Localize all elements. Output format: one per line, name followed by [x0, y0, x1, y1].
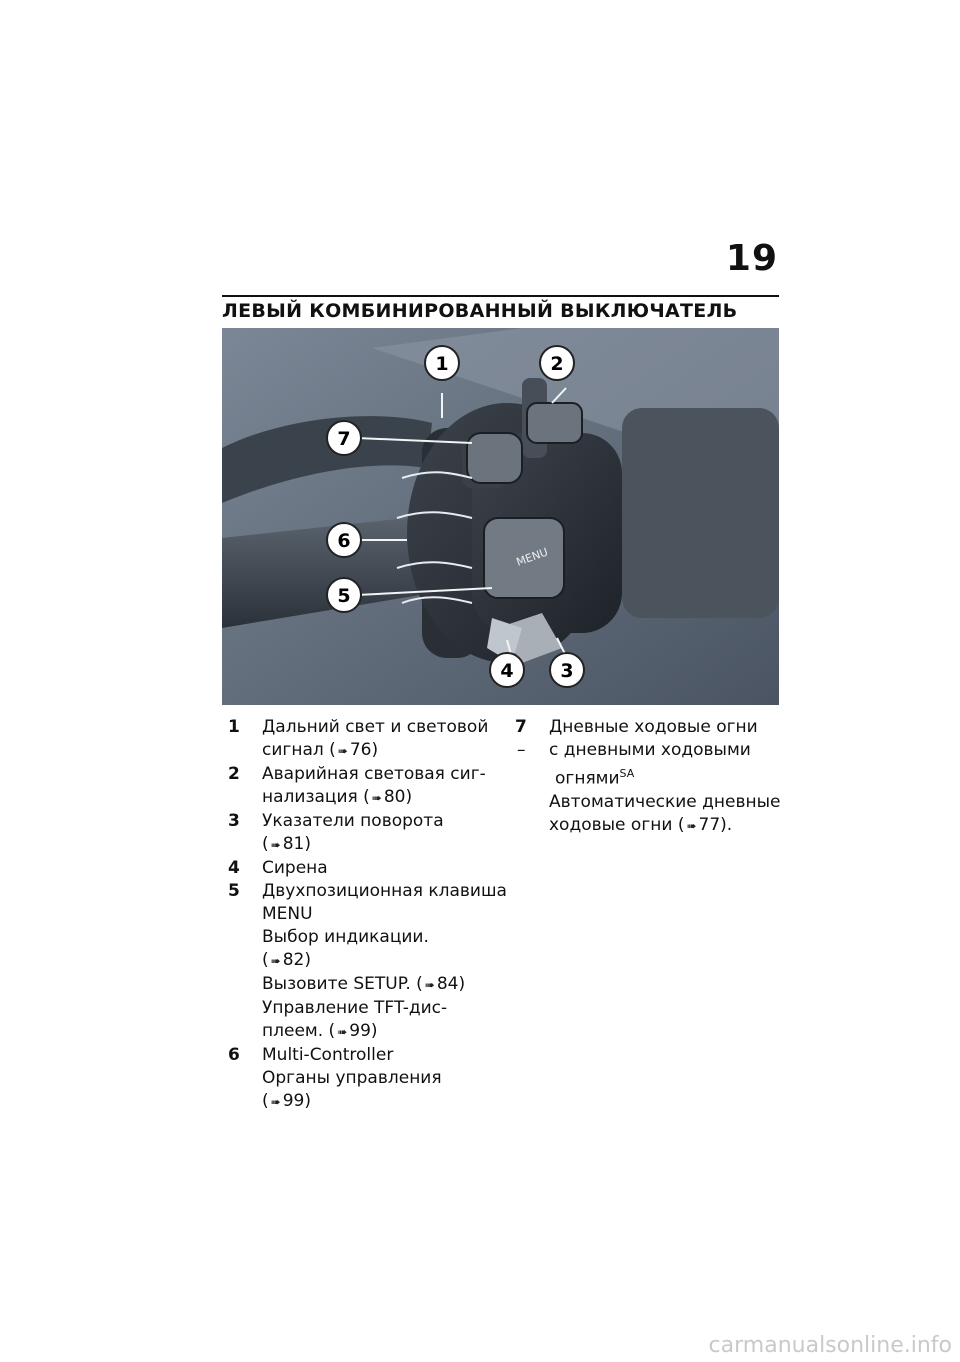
arrow-right-ref-icon: ➠: [424, 978, 435, 992]
callout-2: [540, 346, 574, 380]
legend-item-1: 1 Дальний свет и световой сигнал ( ➠ 76): [222, 716, 502, 763]
legend-left-column: [222, 716, 507, 1114]
arrow-right-ref-icon: ➠: [371, 791, 382, 805]
callout-3: [550, 653, 584, 687]
callout-5: [327, 578, 361, 612]
title-rule: [222, 295, 779, 297]
legend-item-2: 2 Аварийная световая сиг- нализация ( ➠ 80): [222, 763, 502, 810]
svg-text:7: 7: [337, 428, 351, 450]
legend-item-6: 6 Multi-Controller Органы управления ( ➠ 99): [222, 1044, 502, 1114]
callout-6: [327, 523, 361, 557]
legend-item-4: 4 Сирена: [228, 858, 328, 878]
arrow-right-ref-icon: ➠: [270, 1095, 281, 1109]
arrow-right-ref-icon: ➠: [686, 818, 697, 833]
callout-4: [490, 653, 524, 687]
svg-text:2: 2: [550, 353, 564, 375]
svg-text:5: 5: [337, 585, 351, 607]
legend-item-3: 3 Указатели поворота ( ➠ 81): [222, 810, 502, 857]
svg-text:3: 3: [560, 660, 574, 682]
watermark: carmanualsonline.info: [708, 1333, 952, 1358]
callout-7: [327, 421, 361, 455]
legend-item-5: 5 Двухпозиционная клавиша MENU Выбор индикации. ( ➠ 82) Вызовите SETUP. ( ➠ 84) Управление TFT-дис- плеем. ( ➠ 99): [222, 880, 502, 1044]
svg-text:1: 1: [435, 353, 449, 375]
page-number: 19: [725, 238, 778, 279]
menu-button-label: MENU: [514, 545, 550, 569]
section-title: ЛЕВЫЙ КОМБИНИРОВАННЫЙ ВЫКЛЮЧАТЕЛЬ: [222, 300, 738, 322]
callout-1: [425, 346, 459, 380]
switch-photo: [222, 328, 779, 705]
svg-text:4: 4: [500, 660, 514, 682]
legend-right-column: [509, 716, 779, 838]
arrow-right-ref-icon: ➠: [337, 1025, 348, 1039]
legend-item-7: 7 Дневные ходовые огни – с дневными ходовыми огнями$^{SA}$ Автоматические дневные ходовые огни ( ➠ 77).: [509, 716, 779, 838]
arrow-right-ref-icon: ➠: [270, 954, 281, 968]
arrow-right-ref-icon: ➠: [337, 744, 348, 758]
svg-text:6: 6: [337, 530, 351, 552]
arrow-right-ref-icon: ➠: [270, 838, 281, 852]
